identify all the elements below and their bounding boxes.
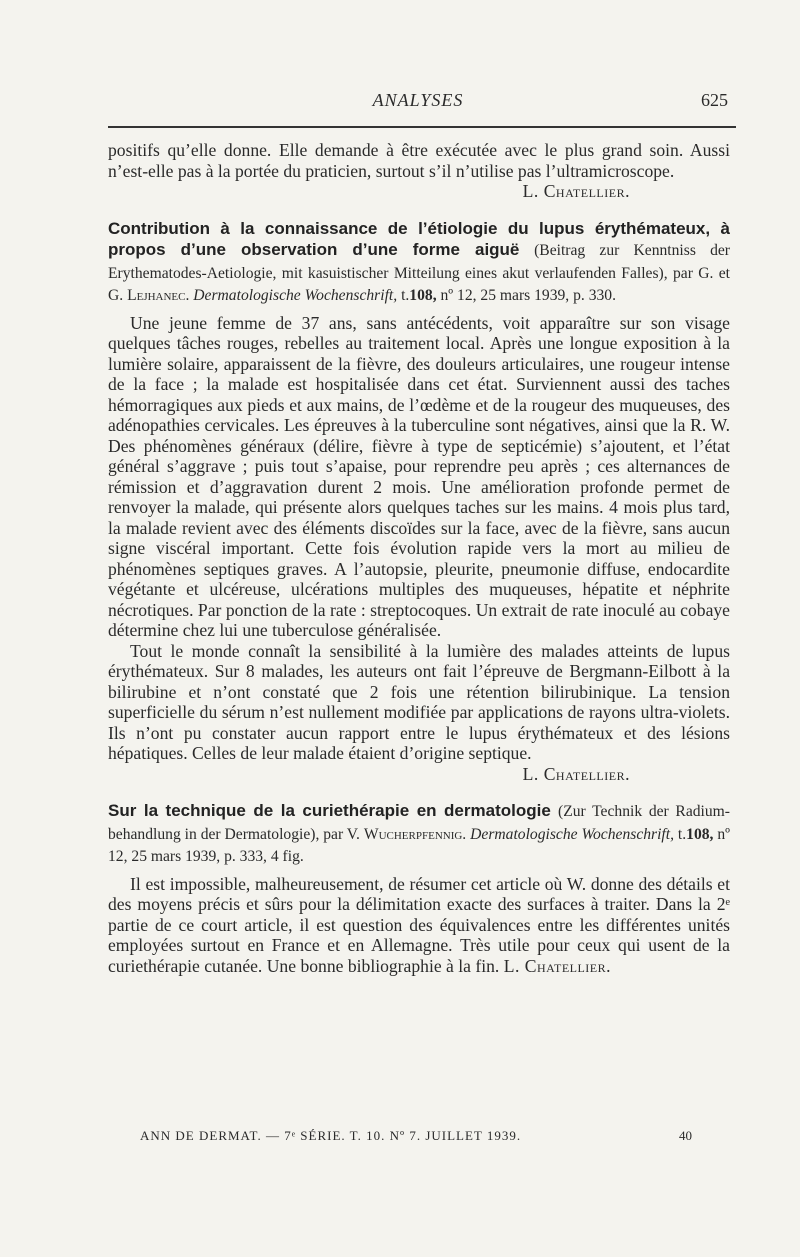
article2-ref-lead: (Zur Technik der Radium-behandlung in der Dermatologie), par V.: [108, 803, 730, 843]
header-rule: [108, 126, 736, 128]
page-footer: [140, 1128, 700, 1144]
article1-journal: Dermatologische Wochenschrift,: [193, 287, 398, 304]
article1-ref-lead: (Beitrag zur Kenntniss der Erythematodes-Aetiologie, mit kasuistischer Mitteilung eines akut verlaufenden Falles), par G. et G.: [108, 242, 731, 304]
article2-title: Sur la technique de la curiethérapie en dermatologie: [108, 801, 551, 820]
article2-volume-prefix: t.: [677, 825, 687, 843]
intro-paragraph: [108, 140, 730, 181]
article1-volume-prefix: t.: [401, 287, 410, 304]
article1-title: Contribution à la connaissance de l’étiologie du lupus érythémateux, à propos d’une observation d’une forme aiguë: [108, 218, 730, 259]
article1-signature: L. Chatellier.: [522, 763, 630, 784]
article1-paragraph-1: Une jeune femme de 37 ans, sans antécédents, voit apparaître sur son visage quelques tâches rouges, rebelles au traitement local. Après une longue exposition à la lumière solaire, apparaissent de la fièvre, des douleurs articulaires, une rougeur intense de la face ; la malade est hospitalisée dans cet état. Surviennent aussi des taches hémorragiques aux pieds et aux mains, de l’œdème et de la rougeur des muqueuses, des adénopathies cervicales. Les épreuves à la tuberculine sont négatives, ainsi que la R. W. Des phénomènes généraux (délire, fièvre à type de septicémie) s’ajoutent, et l’état général s’aggrave ; puis tout s’apaise, pour reprendre peu après ; ces alternances de rémission et d’aggravation durent 2 mois. Une amélioration profonde permet de renvoyer la malade, qui présente alors quelques taches sur les mains. 4 mois plus tard, la malade revient avec des éléments discoïdes sur la face, avec de la fièvre, sans aucun signe viscéral important. Cette fois évolution rapide vers la mort au milieu de phénomènes septiques graves. A l’autopsie, pleurite, pneumonie diffuse, endocardite végétante et ulcéreuse, ulcérations multiples des muqueuses, hépatite et néphrite nécrotiques. Par ponction de la rate : streptocoques. Un extrait de rate inoculé au cobaye détermine chez lui une tuberculose généralisée.: [108, 312, 730, 640]
article1-volume: 108,: [409, 287, 437, 304]
footer-journal-info: ANN DE DERMAT. — 7ᵉ SÉRIE. T. 10. Nº 7. JUILLET 1939.: [140, 1128, 522, 1143]
intro-signature: L. Chatellier.: [522, 181, 630, 201]
intro-text: positifs qu’elle donne. Elle demande à être exécutée avec le plus grand soin. Aussi n’est-elle pas à la portée du praticien, surtout s’il n’utilise pas l’ultramicroscope.: [108, 140, 730, 181]
page-body: [108, 140, 730, 976]
article2-paragraph: [108, 874, 730, 977]
article2-author: Wucherpfennig.: [363, 825, 467, 843]
article2-journal: Dermatologische Wochenschrift,: [470, 825, 674, 843]
article2-paragraph-text: Il est impossible, malheureusement, de résumer cet article où W. donne des détails et des moyens précis et sûrs pour la délimitation exacte des surfaces à traiter. Dans la 2ᵉ partie de ce court article, il est question des équivalences entre les différentes unités employées surtout en France et en Allemagne. Très utile pour ceux qui usent de la curiethérapie cutanée. Une bonne bibliographie à la fin.: [108, 873, 730, 976]
article1-heading: [108, 218, 730, 307]
article2-signature: L. Chatellier.: [503, 955, 612, 976]
article1-author: Lejhanec.: [127, 287, 190, 304]
article1-issue: nº 12, 25 mars 1939, p. 330.: [440, 287, 616, 304]
article2-heading: [108, 800, 730, 868]
page-number: 625: [701, 90, 728, 110]
article2-volume: 108,: [686, 825, 714, 843]
page-header: [108, 90, 728, 116]
running-title: ANALYSES: [372, 90, 464, 110]
footer-sheet-number: 40: [679, 1128, 692, 1143]
article1-paragraph-2: Tout le monde connaît la sensibilité à la lumière des malades atteints de lupus érythémateux. Sur 8 malades, les auteurs ont fait l’épreuve de Bergmann-Eilbott à la bilirubine et n’ont constaté que 2 fois une rétention bilirubinique. La tension superficielle du sérum n’est nullement modifiée par applications de rayons ultra-violets. Ils n’ont pu constater aucun rapport entre le lupus érythémateux et des lésions hépatiques. Celles de leur malade étaient d’origine septique.: [108, 640, 730, 763]
article2-issue: nº 12, 25 mars 1939, p. 333, 4 fig.: [108, 825, 731, 865]
